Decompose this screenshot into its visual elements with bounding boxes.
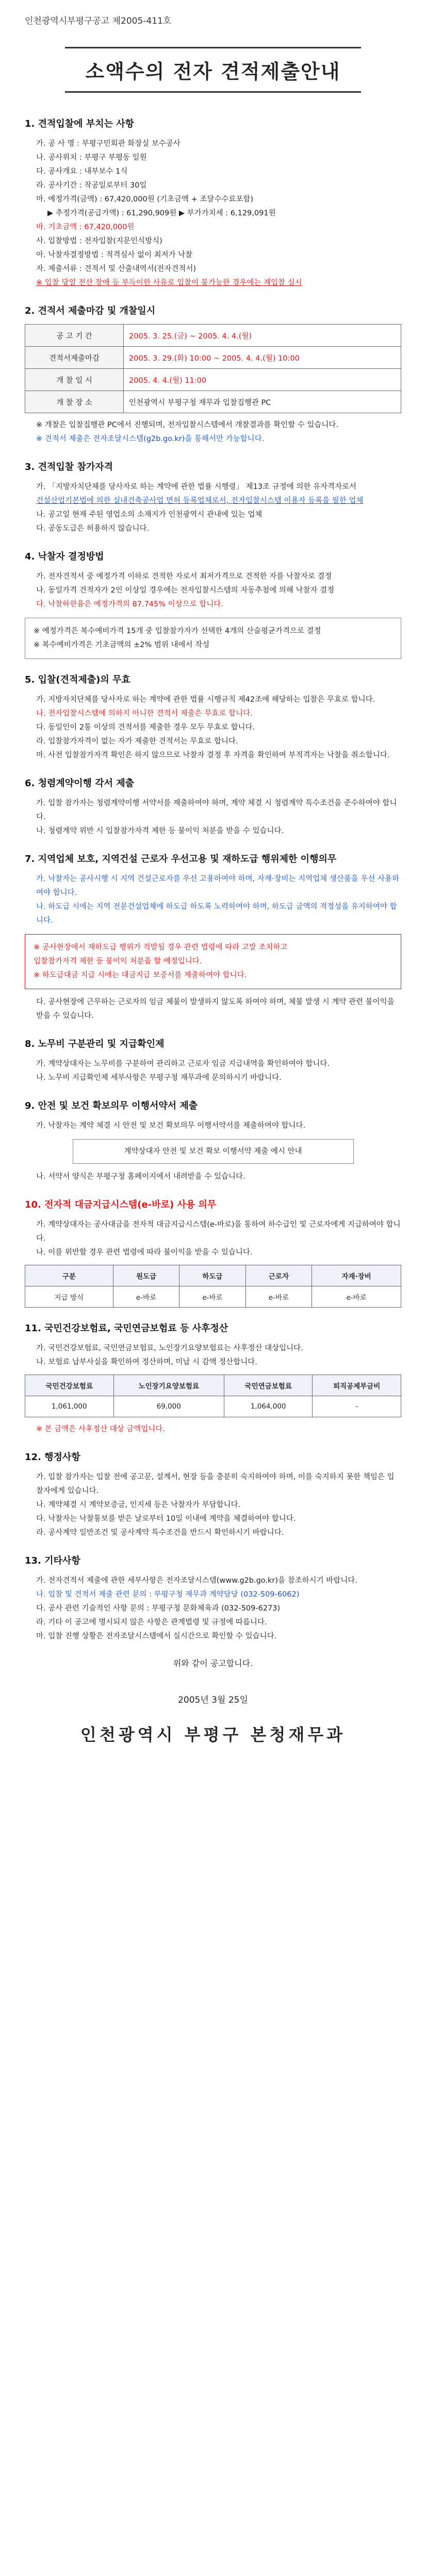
table-header: 자재·장비 — [312, 1265, 401, 1286]
section-3 — [25, 460, 401, 536]
table-cell: - — [313, 1396, 401, 1417]
page-title: 소액수의 전자 견적제출안내 — [65, 47, 362, 93]
list-item: 다. 공사개요 : 내부보수 1식 — [36, 167, 128, 176]
list-item: 다. 낙찰하한율은 예정가격의 87.745% 이상으로 합니다. — [36, 600, 223, 608]
title-wrap — [25, 47, 401, 93]
list-item: 가. 전자견적서 제출에 관한 세부사항은 전자조달시스템(www.g2b.go.kr)을 참조하시기 바랍니다. — [36, 1577, 357, 1585]
list-item: 가. 「지방자치단체를 당사자로 하는 계약에 관한 법률 시행령」 제13조 규정에 의한 유자격자로서 — [36, 483, 357, 491]
section-heading: 8. 노무비 구분관리 및 지급확인제 — [25, 1039, 165, 1049]
section-heading: 4. 낙찰자 결정방법 — [25, 551, 104, 562]
table-header: 노인장기요양보험료 — [113, 1375, 224, 1396]
list-item: 나. 서약서 양식은 부평구청 홈페이지에서 내려받을 수 있습니다. — [36, 1173, 245, 1181]
table-cell: 2005. 4. 4.(월) 11:00 — [124, 369, 401, 391]
list-item: 라. 기타 이 공고에 명시되지 않은 사항은 관계법령 및 규정에 따릅니다. — [36, 1618, 267, 1626]
list-item: 바. 기초금액 : 67,420,000원 — [36, 223, 135, 231]
list-item: 자. 제출서류 : 견적서 및 산출내역서(전자견적서) — [36, 265, 196, 273]
list-item: 나. 이를 위반할 경우 관련 법령에 따라 불이익을 받을 수 있습니다. — [36, 1248, 253, 1257]
list-item: 사. 입찰방법 : 전자입찰(지문인식방식) — [36, 237, 162, 245]
payment-table — [25, 1265, 401, 1308]
table-cell: e-바로 — [113, 1286, 179, 1308]
section-heading: 5. 입찰(견적제출)의 무효 — [25, 674, 130, 685]
list-item: 라. 입찰참가자격이 없는 자가 제출한 견적서는 무효로 합니다. — [36, 737, 238, 745]
table-cell: 지급 방식 — [25, 1286, 113, 1308]
list-item: 건설산업기본법에 의한 실내건축공사업 면허 등록업체로서, 전자입찰시스템 이용자 등록을 필한 업체 — [36, 497, 364, 505]
section-heading: 12. 행정사항 — [25, 1452, 80, 1463]
table-cell: 1,061,000 — [25, 1396, 114, 1417]
table-cell: 개 찰 장 소 — [25, 391, 124, 413]
table-row — [25, 347, 401, 369]
table-header: 구분 — [25, 1265, 113, 1286]
box-line: ※ 예정가격은 복수예비가격 15개 중 입찰참가자가 선택한 4개의 산술평균가격으로 결정 — [34, 627, 321, 635]
table-header: 국민연금보험료 — [224, 1375, 313, 1396]
section-heading: 13. 기타사항 — [25, 1555, 80, 1566]
list-item: 가. 지방자치단체를 당사자로 하는 계약에 관한 법률 시행규칙 제42조에 해당하는 입찰은 무효로 합니다. — [36, 696, 375, 704]
section-heading: 1. 견적입찰에 부치는 사항 — [25, 118, 135, 129]
insurance-table — [25, 1375, 401, 1417]
list-item: 가. 입찰 참가자는 청렴계약이행 서약서를 제출하여야 하며, 계약 체결 시 청렴계약 특수조건을 준수하여야 합니다. — [36, 799, 397, 821]
table-row — [25, 1286, 401, 1308]
list-item: ▶ 추정가격(공급가액) : 61,290,909원 ▶ 부가가치세 : 6,129,091원 — [47, 209, 276, 217]
list-item: 가. 전자견적서 중 예정가격 이하로 견적한 자로서 최저가격으로 견적한 자를 낙찰자로 결정 — [36, 572, 332, 581]
table-row — [25, 325, 401, 347]
list-item: 나. 공사위치 : 부평구 부평동 일원 — [36, 154, 147, 162]
section-9 — [25, 1098, 401, 1184]
list-item: 가. 낙찰자는 계약 체결 시 안전 및 보건 확보의무 이행서약서를 제출하여야 합니다. — [36, 1122, 306, 1130]
section-heading: 11. 국민건강보험료, 국민연금보험료 등 사후정산 — [25, 1323, 228, 1334]
list-item: 가. 공 사 명 : 부평구민회관 화장실 보수공사 — [36, 140, 181, 148]
list-item: 마. 예정가격(금액) : 67,420,000원 (기초금액 + 조달수수료포함) — [36, 195, 254, 204]
section-heading: 10. 전자적 대금지급시스템(e-바로) 사용 의무 — [25, 1199, 217, 1210]
table-cell: 2005. 3. 29.(화) 10:00 ~ 2005. 4. 4.(월) 10:00 — [124, 347, 401, 369]
list-item: 나. 공고일 현재 주된 영업소의 소재지가 인천광역시 관내에 있는 업체 — [36, 511, 263, 519]
list-item: 나. 동일가격 견적자가 2인 이상일 경우에는 전자입찰시스템의 자동추첨에 의해 낙찰자 결정 — [36, 586, 335, 595]
list-item: 가. 계약상대자는 공사대금을 전자적 대금지급시스템(e-바로)을 통하여 하수급인 및 근로자에게 지급하여야 합니다. — [36, 1221, 401, 1243]
table-cell: 1,064,000 — [224, 1396, 313, 1417]
section-heading: 9. 안전 및 보건 확보의무 이행서약서 제출 — [25, 1100, 198, 1111]
table-cell: 견적서제출마감 — [25, 347, 124, 369]
section-2 — [25, 303, 401, 446]
list-item: 나. 전자입찰시스템에 의하지 아니한 견적서 제출은 무효로 합니다. — [36, 709, 253, 718]
table-cell: e-바로 — [179, 1286, 245, 1308]
closing-text: 위와 같이 공고합니다. — [173, 1658, 253, 1668]
list-item: 나. 하도급 시에는 지역 전문건설업체에 하도급 하도록 노력하여야 하며, 하도급 금액의 적정성을 유지하여야 합니다. — [36, 903, 397, 925]
list-item: 나. 계약체결 시 계약보증금, 인지세 등은 낙찰자가 부담합니다. — [36, 1501, 241, 1509]
notice-date: 2005년 3월 25일 — [178, 1695, 248, 1705]
warning-box — [25, 934, 401, 989]
table-header-row — [25, 1265, 401, 1286]
list-item: 다. 낙찰자는 낙찰통보를 받은 날로부터 10일 이내에 계약을 체결하여야 합니다. — [36, 1515, 296, 1523]
list-item: 나. 청렴계약 위반 시 입찰참가자격 제한 등 불이익 처분을 받을 수 있습니다. — [36, 827, 284, 835]
list-item: 라. 공사계약 일반조건 및 공사계약 특수조건을 반드시 확인하시기 바랍니다. — [36, 1529, 284, 1537]
table-cell: 69,000 — [113, 1396, 224, 1417]
table-cell: e-바로 — [312, 1286, 401, 1308]
section-13 — [25, 1553, 401, 1643]
section-6 — [25, 776, 401, 838]
doc-number: 인천광역시부평구공고 제2005-411호 — [25, 16, 172, 26]
box-line: 입찰참가자격 제한 등 불이익 처분을 할 예정입니다. — [34, 957, 202, 965]
table-row — [25, 1396, 401, 1417]
section-heading: 7. 지역업체 보호, 지역건설 근로자 우선고용 및 재하도급 행위제한 이행의무 — [25, 854, 337, 865]
list-item: 아. 낙찰자결정방법 : 적격심사 없이 최저가 낙찰 — [36, 251, 193, 259]
section-heading: 6. 청렴계약이행 각서 제출 — [25, 778, 135, 789]
section-8 — [25, 1037, 401, 1085]
table-cell: 개 찰 일 시 — [25, 369, 124, 391]
list-item: 나. 입찰 및 견적서 제출 관련 문의 : 부평구청 재무과 계약담당 (032-509-6062) — [36, 1590, 300, 1599]
list-item: 나. 노무비 지급확인제 세부사항은 부평구청 재무과에 문의하시기 바랍니다. — [36, 1074, 282, 1082]
list-item: 다. 공사현장에 근무하는 근로자의 임금 체불이 발생하지 않도록 하여야 하며, 체불 발생 시 계약 관련 불이익을 받을 수 있습니다. — [36, 998, 395, 1020]
table-header: 원도급 — [113, 1265, 179, 1286]
list-item: 다. 공동도급은 허용하지 않습니다. — [36, 524, 150, 533]
schedule-table — [25, 324, 401, 413]
note: ※ 본 금액은 사후정산 대상 금액입니다. — [36, 1425, 165, 1433]
issuer-signature: 인천광역시 부평구 본청재무과 — [80, 1725, 346, 1744]
table-header: 하도급 — [179, 1265, 245, 1286]
table-cell: e-바로 — [245, 1286, 312, 1308]
table-header: 국민건강보험료 — [25, 1375, 114, 1396]
list-item: 마. 입찰 진행 상황은 전자조달시스템에서 실시간으로 확인할 수 있습니다. — [36, 1632, 277, 1640]
section-heading: 3. 견적입찰 참가자격 — [25, 462, 113, 472]
list-item: 라. 공사기간 : 착공일로부터 30일 — [36, 181, 147, 190]
list-item: 나. 보험료 납부사실을 확인하여 정산하며, 미납 시 감액 정산합니다. — [36, 1358, 257, 1366]
info-box — [25, 618, 401, 659]
section-4 — [25, 549, 401, 659]
box-line: ※ 복수예비가격은 기초금액의 ±2% 범위 내에서 작성 — [34, 641, 210, 649]
section-10 — [25, 1197, 401, 1308]
table-cell: 인천광역시 부평구청 재무과 입찰집행관 PC — [124, 391, 401, 413]
list-item: 마. 사전 입찰참가자격 확인은 하지 않으므로 낙찰자 결정 후 자격을 확인하여 부적격자는 낙찰을 취소합니다. — [36, 751, 390, 759]
table-header: 근로자 — [245, 1265, 312, 1286]
section-1 — [25, 116, 401, 290]
table-header: 퇴직공제부금비 — [313, 1375, 401, 1396]
table-cell: 공 고 기 간 — [25, 325, 124, 347]
section-11 — [25, 1321, 401, 1436]
section-heading: 2. 견적서 제출마감 및 개찰일시 — [25, 306, 156, 316]
table-row — [25, 369, 401, 391]
list-item: 가. 낙찰자는 공사시행 시 지역 건설근로자를 우선 고용하여야 하며, 자재·장비는 지역업체 생산품을 우선 사용하여야 합니다. — [36, 875, 400, 897]
table-row — [25, 391, 401, 413]
list-item: 다. 공사 관련 기술적인 사항 문의 : 부평구청 문화체육과 (032-509-6273) — [36, 1604, 281, 1613]
list-item: 가. 국민건강보험료, 국민연금보험료, 노인장기요양보험료는 사후정산 대상입니다. — [36, 1344, 303, 1352]
section-7 — [25, 852, 401, 1023]
box-line: ※ 공사현장에서 재하도급 행위가 적발될 경우 관련 법령에 따라 고발 조치하고 — [34, 943, 288, 952]
section-5 — [25, 672, 401, 762]
table-header-row — [25, 1375, 401, 1396]
note: ※ 견적서 제출은 전자조달시스템(g2b.go.kr)을 통해서만 가능합니다. — [36, 435, 265, 443]
list-item: 가. 계약상대자는 노무비를 구분하여 관리하고 근로자 임금 지급내역을 확인하여야 합니다. — [36, 1060, 330, 1068]
table-cell: 2005. 3. 25.(금) ~ 2005. 4. 4.(월) — [124, 325, 401, 347]
info-box: 계약상대자 안전 및 보건 확보 이행서약 제출 예시 안내 — [73, 1139, 354, 1164]
section-12 — [25, 1450, 401, 1540]
note: ※ 개찰은 입찰집행관 PC에서 진행되며, 전자입찰시스템에서 개찰결과를 확인할 수 있습니다. — [36, 421, 338, 429]
box-line: ※ 하도급대금 지급 시에는 대금지급 보증서를 제출하여야 합니다. — [34, 971, 247, 979]
list-item: 가. 입찰 참가자는 입찰 전에 공고문, 설계서, 현장 등을 충분히 숙지하여야 하며, 이를 숙지하지 못한 책임은 입찰자에게 있습니다. — [36, 1473, 395, 1495]
list-item: ※ 입찰 당일 전산 장애 등 부득이한 사유로 입찰이 불가능한 경우에는 재입찰 실시 — [36, 279, 302, 287]
list-item: 다. 동일인이 2통 이상의 견적서를 제출한 경우 모두 무효로 합니다. — [36, 723, 255, 732]
